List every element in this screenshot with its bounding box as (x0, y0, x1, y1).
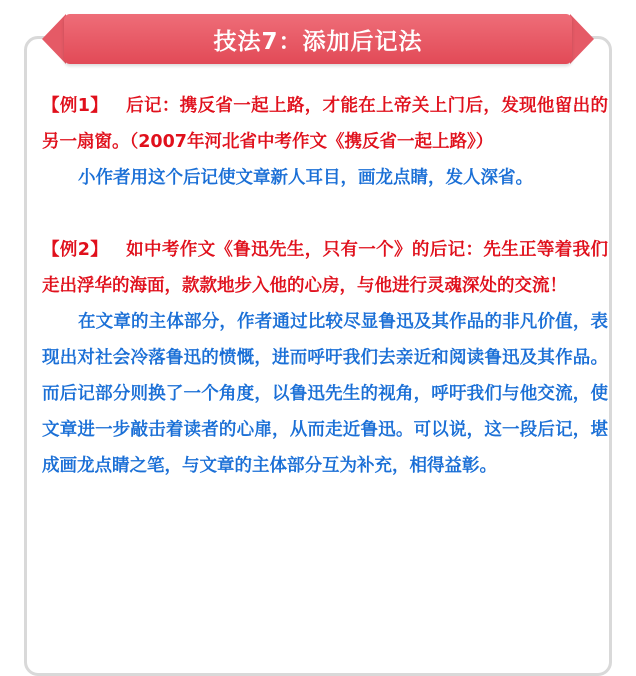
title-banner (42, 14, 594, 64)
example-1-text: 后记：携反省一起上路，才能在上帝关上门后，发现他留出的另一扇窗。（2007年河北省中考作文《携反省一起上路》） (42, 96, 608, 152)
example-2-label: 【例2】 (42, 240, 109, 260)
example-2-paragraph (42, 232, 608, 304)
article-content (42, 88, 608, 484)
example-1-paragraph (42, 88, 608, 160)
banner-body (64, 14, 572, 64)
example-1-commentary: 小作者用这个后记使文章新人耳目，画龙点睛，发人深省。 (78, 168, 533, 188)
example-1-label: 【例1】 (42, 96, 109, 116)
banner-title: 技法7：添加后记法 (213, 28, 423, 55)
banner-left-tip (42, 14, 66, 64)
example-2-text: 如中考作文《鲁迅先生，只有一个》的后记：先生正等着我们走出浮华的海面，款款地步入他的心房，与他进行灵魂深处的交流！ (42, 240, 608, 296)
example-2-commentary: 在文章的主体部分，作者通过比较尽显鲁迅及其作品的非凡价值，表现出对社会冷落鲁迅的愤慨，进而呼吁我们去亲近和阅读鲁迅及其作品。而后记部分则换了一个角度，以鲁迅先生的视角，呼吁我们与他交流，使文章进一步敲击着读者的心扉，从而走近鲁迅。可以说，这一段后记，堪成画龙点睛之笔，与文章的主体部分互为补充，相得益彰。 (42, 312, 608, 476)
paragraph-gap (42, 196, 608, 232)
banner-right-tip (570, 14, 594, 64)
